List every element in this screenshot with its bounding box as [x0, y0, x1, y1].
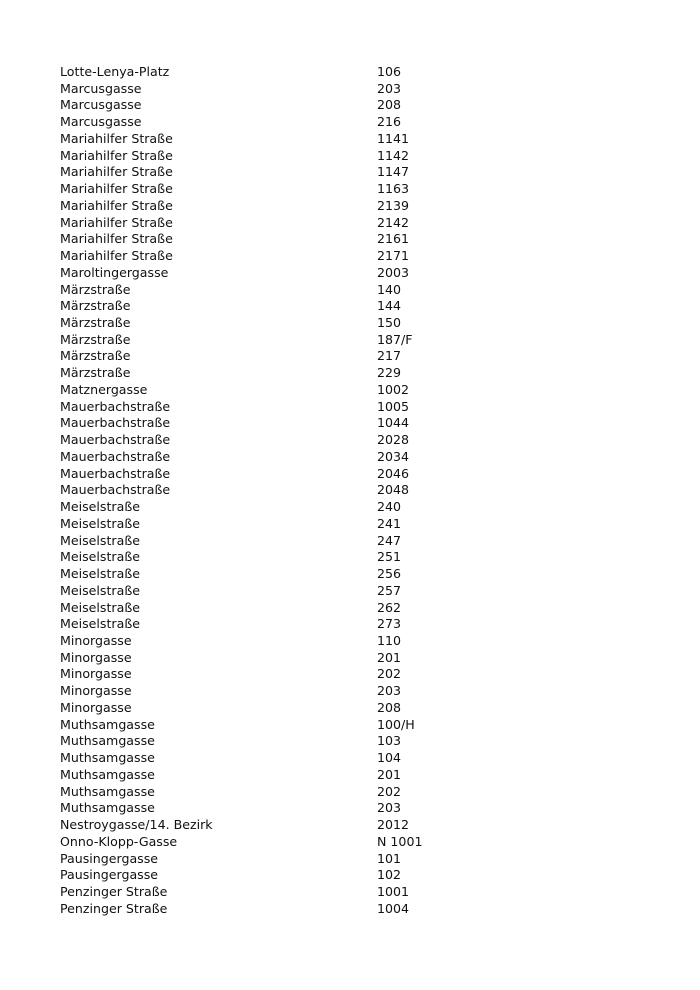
street-name: Märzstraße	[60, 331, 131, 347]
table-row	[60, 265, 660, 282]
table-row	[60, 181, 660, 198]
street-name: Minorgasse	[60, 666, 132, 682]
house-number: 2139	[377, 197, 410, 213]
street-name: Nestroygasse/14. Bezirk	[60, 817, 213, 833]
street-name: Pausingergasse	[60, 867, 159, 883]
table-row	[60, 449, 660, 466]
house-number: 240	[377, 499, 402, 515]
house-number: 1142	[377, 147, 410, 163]
table-row	[60, 784, 660, 801]
table-row	[60, 733, 660, 750]
house-number: 102	[377, 867, 402, 883]
table-row	[60, 248, 660, 265]
table-row	[60, 415, 660, 432]
house-number: 1002	[377, 381, 410, 397]
house-number: 1001	[377, 883, 410, 899]
street-name: Meiselstraße	[60, 532, 140, 548]
house-number: 208	[377, 699, 402, 715]
table-row	[60, 901, 660, 918]
street-name: Mariahilfer Straße	[60, 231, 173, 247]
street-name: Meiselstraße	[60, 616, 140, 632]
house-number: 1163	[377, 181, 410, 197]
street-name: Mariahilfer Straße	[60, 248, 173, 264]
street-name: Märzstraße	[60, 315, 131, 331]
table-row	[60, 348, 660, 365]
street-name: Mariahilfer Straße	[60, 214, 173, 230]
house-number: 150	[377, 315, 402, 331]
street-name: Lotte-Lenya-Platz	[60, 64, 170, 79]
street-name: Onno-Klopp-Gasse	[60, 833, 178, 849]
table-row	[60, 700, 660, 717]
house-number: 1044	[377, 415, 410, 431]
house-number: 2028	[377, 432, 410, 448]
table-row	[60, 800, 660, 817]
table-row	[60, 666, 660, 683]
house-number: 216	[377, 114, 402, 130]
table-row	[60, 198, 660, 215]
street-name: Muthsamgasse	[60, 800, 155, 816]
table-row	[60, 549, 660, 566]
table-row	[60, 482, 660, 499]
house-number: 203	[377, 683, 402, 699]
house-number: 201	[377, 766, 402, 782]
street-name: Muthsamgasse	[60, 783, 155, 799]
street-name: Muthsamgasse	[60, 716, 155, 732]
house-number: 140	[377, 281, 402, 297]
street-name: Mariahilfer Straße	[60, 130, 173, 146]
street-name: Märzstraße	[60, 281, 131, 297]
street-name: Meiselstraße	[60, 499, 140, 515]
table-row	[60, 148, 660, 165]
house-number: N 1001	[377, 833, 423, 849]
table-row	[60, 717, 660, 734]
house-number: 1147	[377, 164, 410, 180]
table-row	[60, 399, 660, 416]
table-row	[60, 817, 660, 834]
street-name: Meiselstraße	[60, 599, 140, 615]
table-row	[60, 282, 660, 299]
house-number: 106	[377, 64, 402, 79]
house-number: 2048	[377, 482, 410, 498]
street-name: Meiselstraße	[60, 566, 140, 582]
house-number: 251	[377, 549, 402, 565]
house-number: 2161	[377, 231, 410, 247]
house-number: 217	[377, 348, 402, 364]
street-name: Muthsamgasse	[60, 733, 155, 749]
house-number: 257	[377, 582, 402, 598]
table-row	[60, 432, 660, 449]
street-name: Mauerbachstraße	[60, 398, 171, 414]
street-name: Penzinger Straße	[60, 883, 168, 899]
street-name: Marcusgasse	[60, 80, 142, 96]
house-number: 229	[377, 365, 402, 381]
table-row	[60, 365, 660, 382]
house-number: 201	[377, 649, 402, 665]
house-number: 273	[377, 616, 402, 632]
table-row	[60, 164, 660, 181]
table-row	[60, 231, 660, 248]
street-name: Penzinger Straße	[60, 900, 168, 916]
house-number: 202	[377, 666, 402, 682]
table-row	[60, 600, 660, 617]
table-row	[60, 382, 660, 399]
house-number: 202	[377, 783, 402, 799]
table-row	[60, 566, 660, 583]
house-number: 103	[377, 733, 402, 749]
street-name: Mauerbachstraße	[60, 448, 171, 464]
table-row	[60, 466, 660, 483]
table-row	[60, 650, 660, 667]
house-number: 203	[377, 80, 402, 96]
table-row	[60, 767, 660, 784]
street-name: Meiselstraße	[60, 515, 140, 531]
street-name: Minorgasse	[60, 683, 132, 699]
street-name: Mauerbachstraße	[60, 415, 171, 431]
street-name: Mariahilfer Straße	[60, 147, 173, 163]
street-name: Mariahilfer Straße	[60, 181, 173, 197]
house-number: 101	[377, 850, 402, 866]
table-row	[60, 499, 660, 516]
street-name: Minorgasse	[60, 649, 132, 665]
street-name: Pausingergasse	[60, 850, 159, 866]
table-row	[60, 683, 660, 700]
street-name: Marcusgasse	[60, 114, 142, 130]
table-row	[60, 315, 660, 332]
street-name: Maroltingergasse	[60, 264, 169, 280]
street-name: Meiselstraße	[60, 549, 140, 565]
house-number: 1141	[377, 130, 410, 146]
house-number: 208	[377, 97, 402, 113]
street-name: Meiselstraße	[60, 582, 140, 598]
house-number: 100/H	[377, 716, 415, 732]
house-number: 104	[377, 750, 402, 766]
street-name: Mauerbachstraße	[60, 482, 171, 498]
address-table	[60, 64, 660, 917]
street-name: Minorgasse	[60, 699, 132, 715]
house-number: 2046	[377, 465, 410, 481]
street-name: Marcusgasse	[60, 97, 142, 113]
table-row	[60, 583, 660, 600]
house-number: 2171	[377, 248, 410, 264]
table-row	[60, 633, 660, 650]
house-number: 1005	[377, 398, 410, 414]
table-row	[60, 332, 660, 349]
house-number: 2034	[377, 448, 410, 464]
house-number: 241	[377, 515, 402, 531]
street-name: Märzstraße	[60, 298, 131, 314]
table-row	[60, 97, 660, 114]
house-number: 1004	[377, 900, 410, 916]
table-row	[60, 851, 660, 868]
house-number: 203	[377, 800, 402, 816]
street-name: Muthsamgasse	[60, 766, 155, 782]
street-name: Mauerbachstraße	[60, 465, 171, 481]
table-row	[60, 64, 660, 81]
house-number: 110	[377, 632, 402, 648]
street-name: Märzstraße	[60, 365, 131, 381]
table-row	[60, 867, 660, 884]
table-row	[60, 516, 660, 533]
street-name: Mariahilfer Straße	[60, 164, 173, 180]
table-row	[60, 131, 660, 148]
table-row	[60, 750, 660, 767]
house-number: 262	[377, 599, 402, 615]
table-row	[60, 215, 660, 232]
street-name: Märzstraße	[60, 348, 131, 364]
house-number: 144	[377, 298, 402, 314]
street-name: Matznergasse	[60, 381, 148, 397]
street-name: Mariahilfer Straße	[60, 197, 173, 213]
table-row	[60, 81, 660, 98]
house-number: 2142	[377, 214, 410, 230]
table-row	[60, 533, 660, 550]
street-name: Mauerbachstraße	[60, 432, 171, 448]
house-number: 247	[377, 532, 402, 548]
table-row	[60, 884, 660, 901]
table-row	[60, 834, 660, 851]
house-number: 2012	[377, 817, 410, 833]
street-name: Muthsamgasse	[60, 750, 155, 766]
house-number: 187/F	[377, 331, 413, 347]
street-name: Minorgasse	[60, 632, 132, 648]
table-row	[60, 616, 660, 633]
house-number: 256	[377, 566, 402, 582]
house-number: 2003	[377, 264, 410, 280]
table-row	[60, 114, 660, 131]
table-row	[60, 298, 660, 315]
